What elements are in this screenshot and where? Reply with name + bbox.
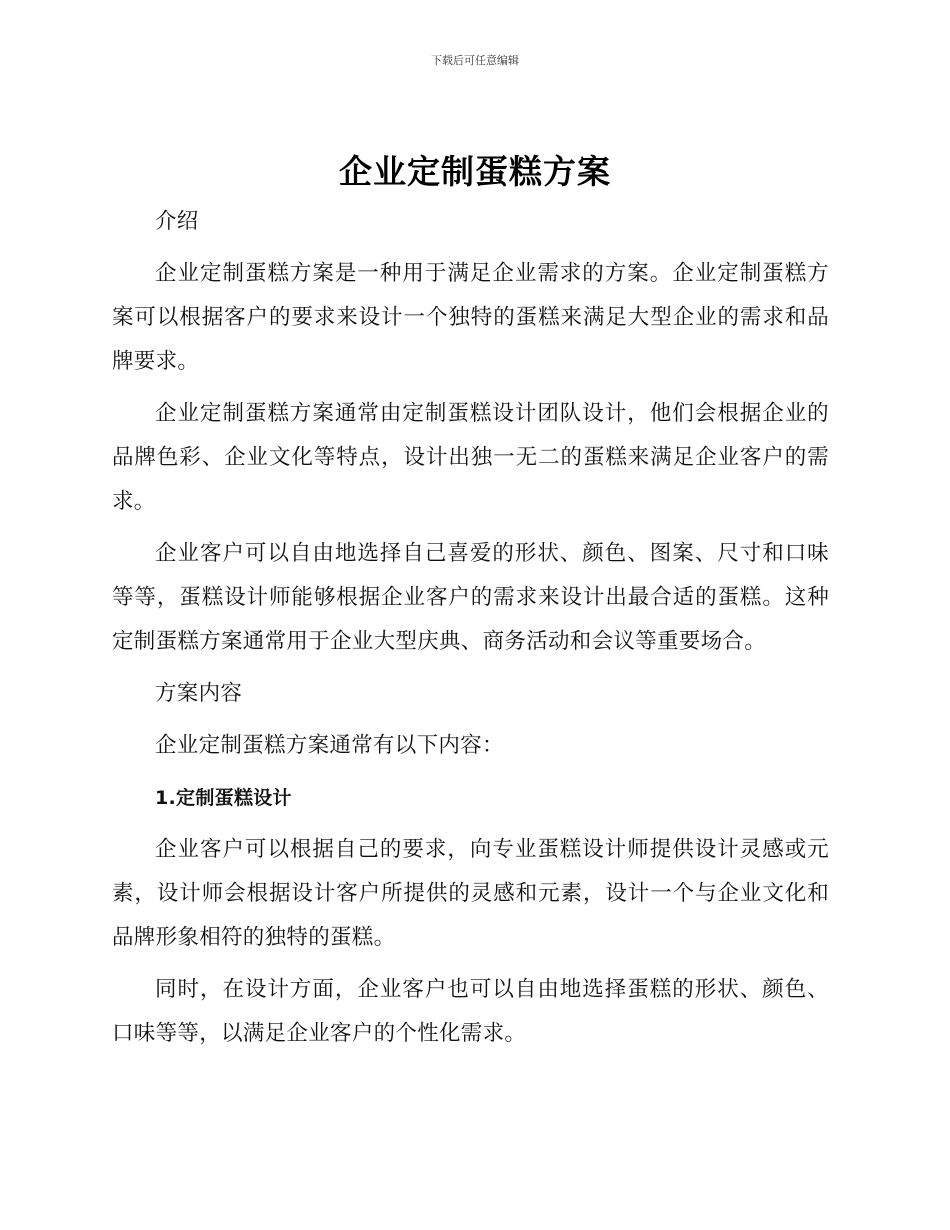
section-heading-intro: 介绍 bbox=[155, 209, 199, 234]
document-body bbox=[112, 200, 829, 1056]
paragraph-intro-2: 企业定制蛋糕方案通常由定制蛋糕设计团队设计，他们会根据企业的品牌色彩、企业文化等特点，设计出独一无二的蛋糕来满足企业客户的需求。 bbox=[112, 401, 829, 514]
document-title: 企业定制蛋糕方案 bbox=[339, 152, 611, 191]
subheading-cake-design bbox=[112, 776, 829, 820]
paragraph-intro-1: 企业定制蛋糕方案是一种用于满足企业需求的方案。企业定制蛋糕方案可以根据客户的要求来设计一个独特的蛋糕来满足大型企业的需求和品牌要求。 bbox=[112, 261, 829, 374]
paragraph-design-2: 同时，在设计方面，企业客户也可以自由地选择蛋糕的形状、颜色、口味等等，以满足企业客户的个性化需求。 bbox=[112, 977, 829, 1046]
paragraph-content-lead: 企业定制蛋糕方案通常有以下内容： bbox=[155, 733, 504, 758]
paragraph-design-1: 企业客户可以根据自己的要求，向专业蛋糕设计师提供设计灵感或元素，设计师会根据设计客户所提供的灵感和元素，设计一个与企业文化和品牌形象相符的独特的蛋糕。 bbox=[112, 837, 829, 950]
page-header-note: 下载后可任意编辑 bbox=[431, 54, 519, 67]
section-heading-content: 方案内容 bbox=[155, 681, 243, 706]
paragraph-intro-3: 企业客户可以自由地选择自己喜爱的形状、颜色、图案、尺寸和口味等等，蛋糕设计师能够根据企业客户的需求来设计出最合适的蛋糕。这种定制蛋糕方案通常用于企业大型庆典、商务活动和会议等重要场合。 bbox=[112, 541, 829, 654]
subheading-cake-design-text: 1.定制蛋糕设计 bbox=[155, 787, 292, 809]
